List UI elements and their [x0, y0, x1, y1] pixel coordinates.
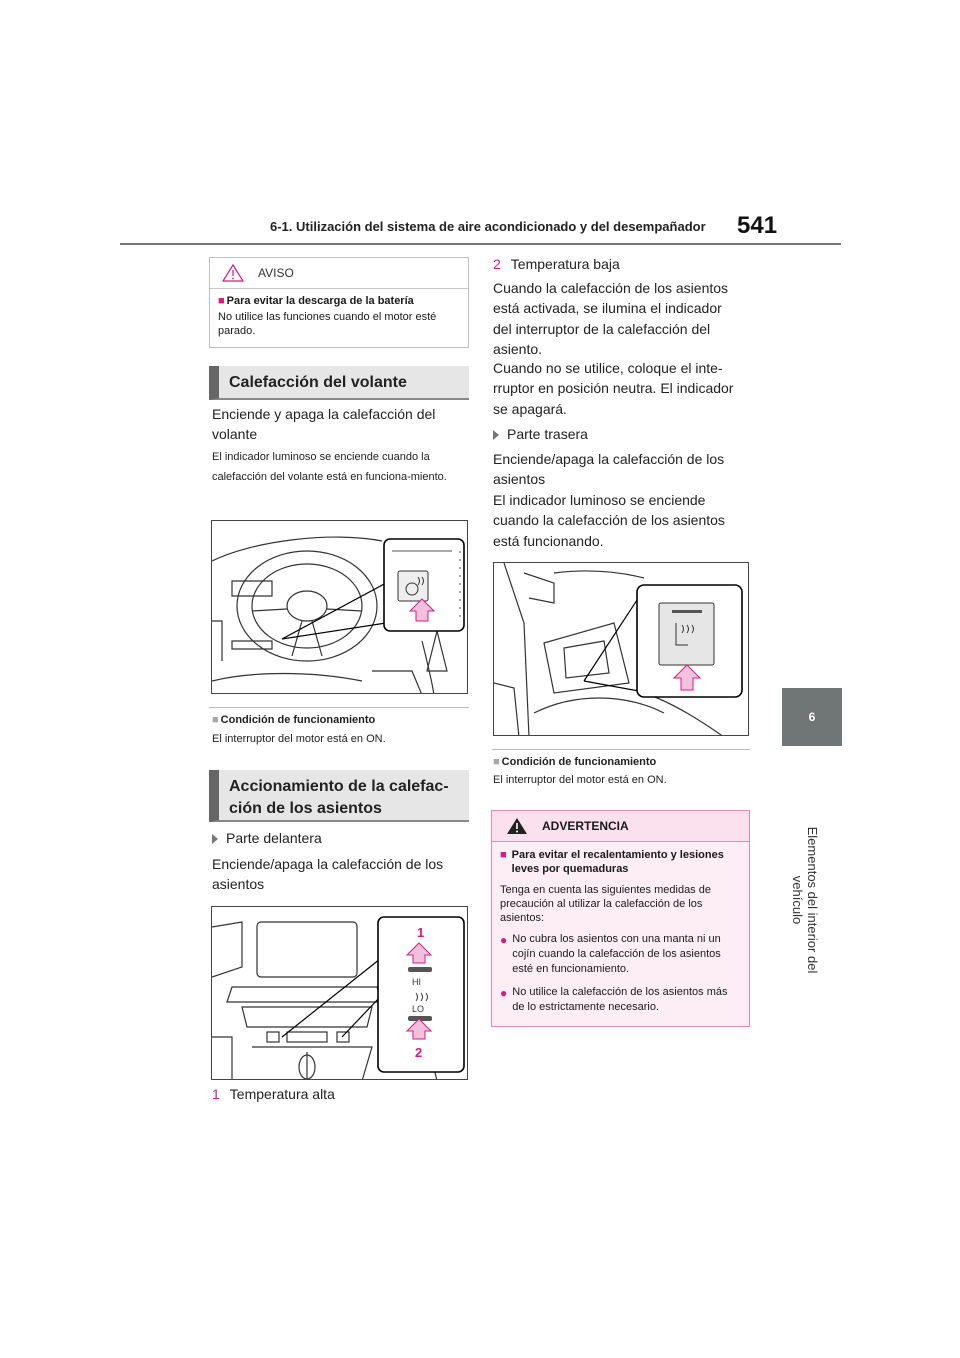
chapter-tab: 6 — [782, 688, 842, 746]
warning-subheading: ■ Para evitar el recalentamiento y lesiones leves por quemaduras — [500, 849, 724, 876]
aviso-title: AVISO — [258, 266, 294, 280]
rear-seat-heater-figure — [493, 562, 749, 736]
steering-heater-figure — [211, 520, 468, 694]
divider — [492, 749, 750, 750]
rear-condition-title: ■ Condición de funcionamiento — [493, 756, 657, 768]
active-indicator-text: Cuando la calefacción de los asientos está activada, se ilumina el indicador del interruptor de la calefacción del asiento. — [493, 280, 729, 357]
steering-condition-text: El interruptor del motor está en ON. — [212, 733, 386, 745]
rear-condition-text: El interruptor del motor está en ON. — [493, 774, 667, 786]
divider — [209, 707, 469, 708]
rear-text-2: El indicador luminoso se enciende cuando la calefacción de los asientos está funcionando. — [493, 492, 725, 549]
front-text: Enciende/apaga la calefacción de los asientos — [212, 856, 444, 893]
chapter-label: Elementos del interior del vehículo — [790, 826, 820, 974]
warning-triangle-icon — [506, 817, 528, 835]
warning-item: ● No cubra los asientos con una manta ni un cojín cuando la calefacción de los asientos esté en funcionamiento. — [500, 933, 721, 976]
rear-label: Parte trasera — [493, 424, 588, 444]
aviso-subheading: ■ Para evitar la descarga de la batería — [218, 295, 414, 307]
section-heading-steering: Calefacción del volante — [209, 366, 469, 400]
rear-text-1: Enciende/apaga la calefacción de los asientos — [493, 451, 725, 488]
caution-triangle-icon — [222, 264, 244, 282]
aviso-header — [210, 258, 468, 289]
steering-text: Enciende y apaga la calefacción del volante — [212, 406, 436, 443]
aviso-box — [209, 257, 469, 348]
steering-indicator-note: El indicador luminoso se enciende cuando la calefacción del volante está en funciona-miento. — [212, 451, 447, 484]
header-title: 6-1. Utilización del sistema de aire acondicionado y del desempañador — [270, 219, 706, 234]
page-number: 541 — [737, 212, 778, 239]
warning-header — [492, 811, 749, 842]
neutral-position-text: Cuando no se utilice, coloque el inte-rruptor en posición neutra. El indicador se apagará. — [493, 360, 734, 417]
front-seat-heater-figure — [211, 906, 468, 1080]
front-label: Parte delantera — [212, 828, 322, 848]
header-rule — [120, 243, 841, 245]
warning-intro: Tenga en cuenta las siguientes medidas de precaución al utilizar la calefacción de los asientos: — [500, 883, 711, 925]
item-1: 1 Temperatura alta — [212, 1086, 335, 1102]
item-2: 2 Temperatura baja — [493, 256, 620, 272]
callout-number-1: 1 — [417, 925, 425, 940]
bullet-triangle-icon — [212, 834, 218, 844]
warning-item: ● No utilice la calefacción de los asientos más de lo estrictamente necesario. — [500, 986, 728, 1013]
warning-title: ADVERTENCIA — [542, 819, 629, 833]
switch-hi-label: HI — [412, 977, 421, 987]
section-heading-seats: Accionamiento de la calefac-ción de los asientos — [209, 770, 469, 822]
front-console-illustration — [212, 907, 468, 1080]
steering-condition-title: ■ Condición de funcionamiento — [212, 714, 376, 726]
callout-number-2: 2 — [415, 1045, 423, 1060]
warning-box — [491, 810, 750, 1027]
switch-lo-label: LO — [412, 1004, 425, 1014]
steering-illustration — [212, 521, 468, 694]
bullet-triangle-icon — [493, 430, 499, 440]
aviso-body: No utilice las funciones cuando el motor esté parado. — [218, 311, 437, 338]
rear-door-illustration — [494, 563, 749, 736]
